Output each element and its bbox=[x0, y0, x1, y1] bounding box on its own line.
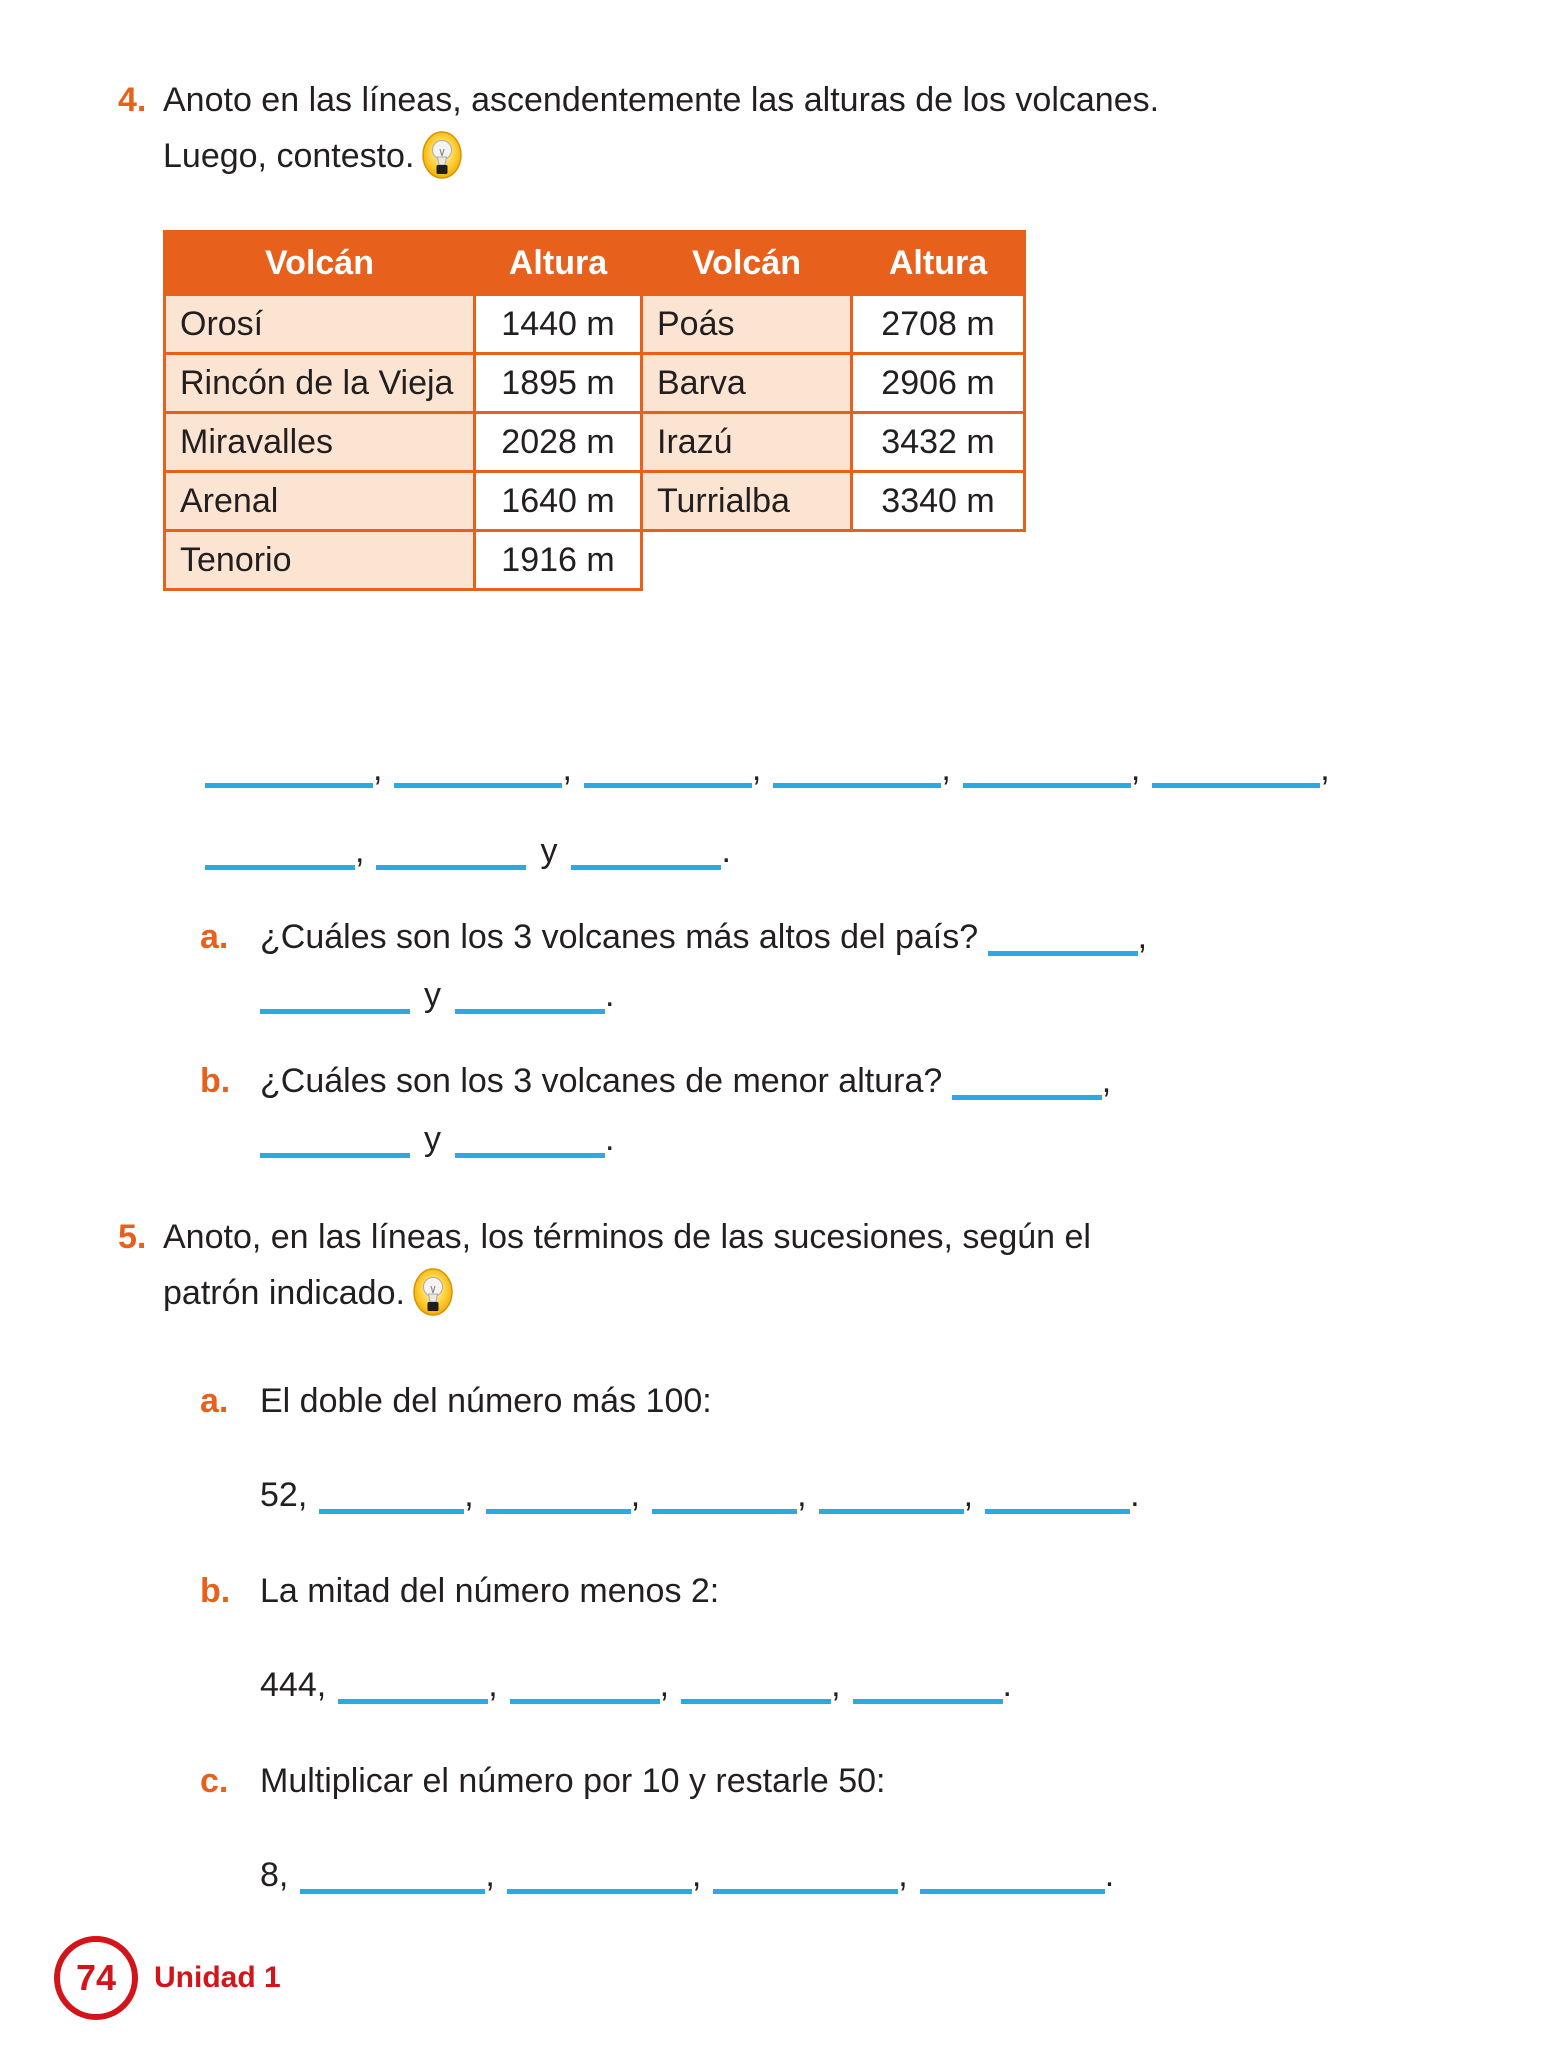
separator: , bbox=[373, 750, 383, 788]
separator: , bbox=[1130, 750, 1141, 788]
answer-blank[interactable] bbox=[920, 1849, 1105, 1894]
pattern-b-text: La mitad del número menos 2: bbox=[260, 1572, 720, 1610]
question-b-body bbox=[260, 1053, 1564, 1167]
page-footer bbox=[0, 1936, 281, 2020]
table-cell: Barva bbox=[642, 354, 852, 413]
table-cell-empty bbox=[852, 531, 1025, 590]
exercise-4-prompt-line1: Anoto en las líneas, ascendentemente las alturas de los volcanes. bbox=[163, 81, 1160, 119]
answer-blank[interactable] bbox=[963, 743, 1131, 788]
answer-blank[interactable] bbox=[510, 1659, 660, 1704]
volcano-table bbox=[163, 230, 1026, 591]
exercise-5-number: 5. bbox=[118, 1218, 147, 1256]
answer-blank[interactable] bbox=[584, 743, 752, 788]
exercise-4-number: 4. bbox=[118, 81, 147, 119]
answer-blank[interactable] bbox=[205, 825, 355, 870]
table-cell: Poás bbox=[642, 295, 852, 354]
separator: . bbox=[721, 832, 731, 870]
page-number-badge bbox=[54, 1936, 138, 2020]
answer-blank[interactable] bbox=[853, 1659, 1003, 1704]
table-row bbox=[165, 354, 1025, 413]
question-a-body bbox=[260, 909, 1564, 1023]
answer-blank[interactable] bbox=[376, 825, 526, 870]
separator: . bbox=[1002, 1666, 1012, 1704]
pattern-a-text: El doble del número más 100: bbox=[260, 1382, 712, 1420]
table-header-cell: Altura bbox=[475, 232, 642, 295]
table-row bbox=[165, 295, 1025, 354]
question-b-label: b. bbox=[200, 1062, 231, 1100]
question-a-line2 bbox=[260, 967, 1564, 1023]
exercise-5-prompt-line1: Anoto, en las líneas, los términos de las sucesiones, según el bbox=[163, 1218, 1091, 1256]
answer-blank[interactable] bbox=[455, 1113, 605, 1158]
question-b bbox=[200, 1053, 1564, 1167]
separator: , bbox=[1137, 918, 1148, 956]
separator: , bbox=[1320, 750, 1330, 788]
separator: , bbox=[797, 1476, 807, 1514]
page-number: 74 bbox=[75, 1957, 117, 1998]
sequence-start: 52, bbox=[260, 1476, 308, 1514]
table-header-cell: Volcán bbox=[165, 232, 475, 295]
answer-blank[interactable] bbox=[260, 1113, 410, 1158]
answer-blank[interactable] bbox=[205, 743, 373, 788]
answer-blank[interactable] bbox=[652, 1469, 797, 1514]
lightbulb-hint-icon bbox=[413, 1268, 453, 1333]
question-b-line2 bbox=[260, 1111, 1564, 1167]
table-cell: Arenal bbox=[165, 472, 475, 531]
pattern-c-label: c. bbox=[200, 1762, 229, 1800]
answer-blank[interactable] bbox=[988, 911, 1138, 956]
answer-blank[interactable] bbox=[952, 1055, 1102, 1100]
answer-blank[interactable] bbox=[681, 1659, 831, 1704]
table-cell: 2028 m bbox=[475, 413, 642, 472]
table-cell: Irazú bbox=[642, 413, 852, 472]
answer-blank[interactable] bbox=[571, 825, 721, 870]
answer-blank[interactable] bbox=[773, 743, 941, 788]
table-cell: Tenorio bbox=[165, 531, 475, 590]
lightbulb-hint-icon bbox=[422, 131, 462, 196]
answer-blank[interactable] bbox=[985, 1469, 1130, 1514]
table-cell: Turrialba bbox=[642, 472, 852, 531]
separator: . bbox=[605, 976, 615, 1014]
pattern-a-label: a. bbox=[200, 1382, 229, 1420]
question-a-text: ¿Cuáles son los 3 volcanes más altos del país? bbox=[260, 918, 979, 956]
exercise-4-prompt bbox=[163, 72, 1564, 196]
exercise-5 bbox=[0, 1209, 1564, 1333]
conjunction: y bbox=[424, 976, 441, 1014]
separator: , bbox=[355, 832, 365, 870]
separator: , bbox=[464, 1476, 474, 1514]
pattern-b-sequence bbox=[260, 1657, 1564, 1713]
separator: , bbox=[751, 750, 762, 788]
answer-blank[interactable] bbox=[319, 1469, 464, 1514]
separator: , bbox=[485, 1856, 495, 1894]
pattern-c-sequence bbox=[260, 1847, 1564, 1903]
separator: , bbox=[831, 1666, 841, 1704]
exercise-4 bbox=[0, 72, 1564, 196]
separator: , bbox=[1101, 1062, 1112, 1100]
separator: , bbox=[488, 1666, 498, 1704]
table-row bbox=[165, 413, 1025, 472]
table-cell: 1640 m bbox=[475, 472, 642, 531]
pattern-b bbox=[200, 1563, 1564, 1619]
table-cell: 3340 m bbox=[852, 472, 1025, 531]
table-header-row bbox=[165, 232, 1025, 295]
table-header-cell: Altura bbox=[852, 232, 1025, 295]
sequence-start: 444, bbox=[260, 1666, 327, 1704]
pattern-c-text: Multiplicar el número por 10 y restarle 50: bbox=[260, 1762, 886, 1800]
question-a bbox=[200, 909, 1564, 1023]
pattern-a-sequence bbox=[260, 1467, 1564, 1523]
answer-blank[interactable] bbox=[455, 969, 605, 1014]
answer-blank[interactable] bbox=[507, 1849, 692, 1894]
table-cell: Orosí bbox=[165, 295, 475, 354]
pattern-b-label: b. bbox=[200, 1572, 231, 1610]
answer-blank[interactable] bbox=[300, 1849, 485, 1894]
separator: , bbox=[691, 1856, 702, 1894]
table-cell: 1440 m bbox=[475, 295, 642, 354]
table-cell: 2906 m bbox=[852, 354, 1025, 413]
separator: . bbox=[605, 1120, 615, 1158]
ordered-answer-line-2 bbox=[205, 823, 1564, 879]
exercise-5-prompt bbox=[163, 1209, 1564, 1333]
pattern-a bbox=[200, 1373, 1564, 1429]
answer-blank[interactable] bbox=[713, 1849, 898, 1894]
answer-blank[interactable] bbox=[1152, 743, 1320, 788]
answer-blank[interactable] bbox=[338, 1659, 488, 1704]
table-row bbox=[165, 531, 1025, 590]
unit-label: Unidad 1 bbox=[154, 1961, 281, 1994]
table-cell: 1916 m bbox=[475, 531, 642, 590]
ordered-answer-line-1 bbox=[205, 741, 1564, 797]
separator: , bbox=[562, 750, 572, 788]
exercise-4-prompt-line2: Luego, contesto. bbox=[163, 137, 415, 175]
pattern-c bbox=[200, 1753, 1564, 1809]
table-cell: Miravalles bbox=[165, 413, 475, 472]
separator: , bbox=[898, 1856, 908, 1894]
conjunction: y bbox=[540, 832, 558, 870]
exercise-5-prompt-line2: patrón indicado. bbox=[163, 1274, 405, 1312]
separator: , bbox=[941, 750, 951, 788]
sequence-start: 8, bbox=[260, 1856, 289, 1894]
table-cell-empty bbox=[642, 531, 852, 590]
answer-blank[interactable] bbox=[486, 1469, 631, 1514]
answer-blank[interactable] bbox=[260, 969, 410, 1014]
separator: . bbox=[1130, 1476, 1140, 1514]
table-row bbox=[165, 472, 1025, 531]
separator: . bbox=[1104, 1856, 1115, 1894]
table-cell: 3432 m bbox=[852, 413, 1025, 472]
answer-blank[interactable] bbox=[819, 1469, 964, 1514]
separator: , bbox=[963, 1476, 974, 1514]
table-header-cell: Volcán bbox=[642, 232, 852, 295]
conjunction: y bbox=[424, 1120, 441, 1158]
separator: , bbox=[630, 1476, 641, 1514]
table-cell: Rincón de la Vieja bbox=[165, 354, 475, 413]
separator: , bbox=[659, 1666, 670, 1704]
question-a-label: a. bbox=[200, 918, 229, 956]
table-cell: 2708 m bbox=[852, 295, 1025, 354]
table-cell: 1895 m bbox=[475, 354, 642, 413]
question-b-text: ¿Cuáles son los 3 volcanes de menor altura? bbox=[260, 1062, 943, 1100]
answer-blank[interactable] bbox=[394, 743, 562, 788]
